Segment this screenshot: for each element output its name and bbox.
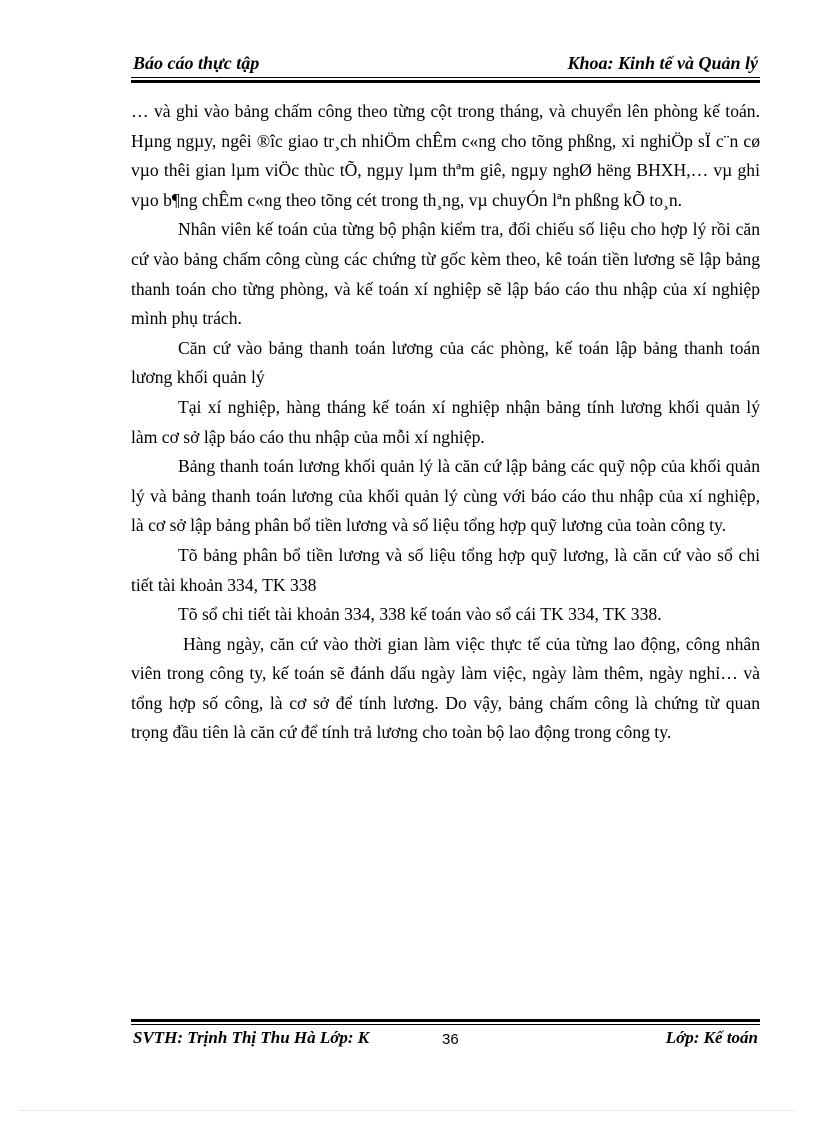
header-faculty: Khoa: Kinh tế và Quản lý bbox=[567, 53, 758, 73]
paragraph-1: … và ghi vào bảng chấm công theo từng cột trong tháng, và chuyển lên phòng kế toán. Hµng ngµy, ngêi ®îc giao tr¸ch nhiÖm chÊm c«ng cho tõng phßng, xi nghiÖp sÏ c¨n cø vµo thêi gian lµm viÖc thùc tÕ, ngµy lµm thªm giê, ngµy nghØ hëng BHXH,… vµ ghi vµo b¶ng chÊm c«ng theo tõng cét trong th¸ng, vµ chuyÓn lªn phßng kÕ to¸n. bbox=[131, 101, 760, 210]
footer-rule-thick bbox=[131, 1019, 760, 1022]
footer-class: Lớp: Kế toán bbox=[665, 1028, 758, 1047]
page-bottom-dotted-border bbox=[20, 1110, 796, 1111]
page-number: 36 bbox=[442, 1031, 459, 1048]
page-footer bbox=[131, 1027, 760, 1053]
page-header bbox=[131, 52, 760, 78]
paragraph-6: Tõ bảng phân bổ tiền lương và số liệu tổng hợp quỹ lương, là căn cứ vào sổ chi tiết tài khoản 334, TK 338 bbox=[131, 544, 760, 595]
paragraph-7: Tõ sổ chi tiết tài khoản 334, 338 kế toán vào sổ cái TK 334, TK 338. bbox=[178, 604, 662, 625]
footer-rule-thin bbox=[131, 1024, 760, 1025]
paragraph-2: Nhân viên kế toán của từng bộ phận kiểm tra, đối chiếu số liệu cho hợp lý rồi căn cứ vào bảng chấm công cùng các chứng từ gốc kèm theo, kê toán tiền lương sẽ lập bảng thanh toán cho từng phòng, và kế toán xí nghiệp sẽ lập báo cáo thu nhập của xí nghiệp mình phụ trách. bbox=[131, 219, 760, 329]
header-rule-thick bbox=[131, 80, 760, 83]
paragraph-5: Bảng thanh toán lương khối quản lý là căn cứ lập bảng các quỹ nộp của khối quản lý và bảng thanh toán lương của khối quản lý cùng với báo cáo thu nhập của xí nghiệp, là cơ sở lập bảng phân bổ tiền lương và số liệu tổng hợp quỹ lương của toàn công ty. bbox=[131, 456, 760, 536]
document-body bbox=[131, 97, 760, 748]
paragraph-8: Hàng ngày, căn cứ vào thời gian làm việc thực tế của từng lao động, công nhân viên trong công ty, kế toán sẽ đánh dấu ngày làm việc, ngày làm thêm, ngày nghỉ… và tổng hợp số công, là cơ sở để tính lương. Do vậy, bảng chấm công là chứng từ quan trọng đầu tiên là căn cứ để tính trả lương cho toàn bộ lao động trong công ty. bbox=[131, 633, 760, 743]
paragraph-4: Tại xí nghiệp, hàng tháng kế toán xí nghiệp nhận bảng tính lương khối quản lý làm cơ sở lập báo cáo thu nhập của mỗi xí nghiệp. bbox=[131, 396, 760, 447]
header-report-title: Báo cáo thực tập bbox=[133, 53, 260, 73]
paragraph-3: Căn cứ vào bảng thanh toán lương của các phòng, kế toán lập bảng thanh toán lương khối quản lý bbox=[131, 337, 760, 388]
header-rule-thin bbox=[131, 77, 760, 78]
footer-student-info: SVTH: Trịnh Thị Thu Hà Lớp: K bbox=[133, 1028, 370, 1047]
